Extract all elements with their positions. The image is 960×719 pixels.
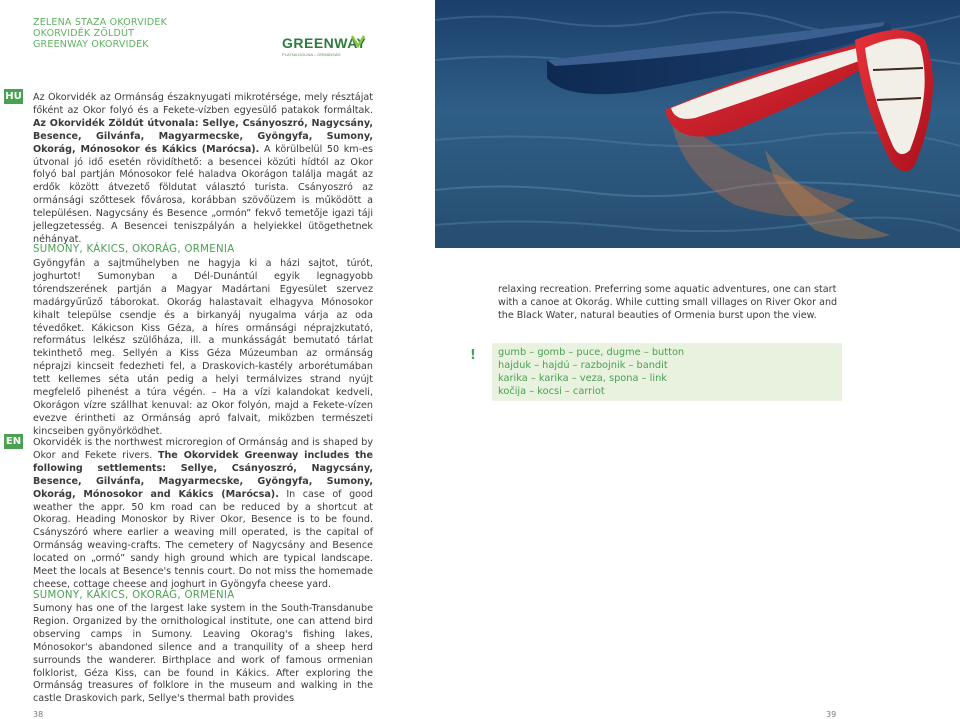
hu-route-settlements: Az Okorvidék Zöldút útvonala: Sellye, Csányoszró, Nagycsány, Besence, Gilvánfa, Magyarmecske, Gyöngyfa, Sumony, Okorág, Mónosokor és Kákics (Marócsa).: [33, 117, 373, 155]
en-section-paragraph: Sumony has one of the largest lake system in the South-Transdanube Region. Organized by the ornithological institute, one can attend bird observing camps in Sumony. Leaving Okorag's fishing lakes, Mónosokor's abandoned silence and a tranquility of a sheep herd surrounds the wanderer. Birthplace and work of famous ormenian folklorist, Géza Kiss, can be found in Kákics. After exploring the Ormánság treasures of folklore in the museum and walking in the castle Draskovich park, Sellye's thermal bath provides: [33, 603, 373, 705]
language-tag-en: EN: [5, 436, 22, 447]
page-number-left: 38: [33, 710, 44, 719]
canoes-photo: [435, 0, 960, 248]
hu-section-heading: SUMONY, KÁKICS, OKORÁG, ORMENIA: [33, 244, 235, 255]
logo-wordmark: GREENWAY: [282, 35, 367, 51]
glossary-item: gumb – gomb – puce, dugme – button: [498, 347, 685, 358]
en-continuation-paragraph: relaxing recreation. Preferring some aquatic adventures, one can start with a canoe at Okorág. While cutting small villages on River Okor and the Black Water, natural beauties of Ormenia burst upon the view.: [498, 284, 838, 321]
header-line-hungarian: OKORVIDÉK ZÖLDÚT: [33, 28, 135, 39]
running-header: [33, 17, 167, 50]
exclamation-icon: !: [470, 348, 476, 363]
glossary-item: hajduk – hajdú – razbojnik – bandit: [498, 359, 668, 371]
en-intro-paragraph: Okorvidék is the northwest microregion of Ormánság and is shaped by Okor and Fekete rivers. The Okorvidek Greenway includes the following settlements: Sellye, Csányoszró, Nagycsány, Besence, Gilvánfa, Magyarmecske, Gyöngyfa, Sumony, Okorág, Mónosokor and Kákics (Marócsa). In case of good weather the appr. 50 km road can be reduced by a shortcut at Okorag. Heading Monoskor by River Okor, Besence is to be found. Csányszóró where earlier a weaving mill operated, is the capital of Ormánság weaving-crafts. The cemetery of Nagycsány and Besence located on „ormó” sandy high ground which are typical landscape. Meet the locals at Besence's tennis court. Do not miss the homemade cheese, cottage cheese and joghurt in Gyöngyfa cheese yard.: [33, 437, 373, 590]
en-route-settlements: The Okorvidek Greenway includes the following settlements: Sellye, Csányoszró, Nagycsány, Besence, Gilvánfa, Magyarmecske, Gyöngyfa, Sumony, Okorág, Mónosokor and Kákics (Marócsa).: [33, 449, 373, 500]
glossary-list: [498, 347, 684, 399]
logo-tagline: PLATNA DOLINA – ORMÁNSÁG: [282, 52, 341, 57]
glossary-item: karika – karika – veza, spona – link: [498, 372, 667, 384]
hu-section-paragraph: Gyöngyfán a sajtműhelyben ne hagyja ki a házi sajtot, túrót, joghurtot! Sumonyban a Dél-Dunántúl egyik legnagyobb tórendszerének partján a Magyar Madártani Egyesület szervez madárgyűrűző táborokat. Okorág halastavait elhagyva Mónosokor kihalt települse csendje és a birkanyáj nyugalma várja az oda tévedőket. Kákicson Kiss Géza, a híres ormánsági néprajzkutató, református lelkész szülőháza, ill. a munkásságát bemutató tárlat tekinthető meg. Sellyén a Kiss Géza Múzeumban az ormánság néprajzi kincseit fedezheti fel, a Draskovich-kastély arborétumában tett kellemes séta után pedig a helyi termálvizes strand nyújt megfelelő pihenést a túra végén. – Ha a vízi kalandokat kedveli, Okorágon vízre szállhat kenuval: az Okor folyón, majd a Fekete-vízen evezve érintheti az Ormánság apró falvait, miközben természeti kincseiben gyönyörködhet.: [33, 258, 373, 437]
greenway-logo: [282, 34, 374, 62]
en-section-heading: SUMONY, KÁKICS, OKORÁG, ORMENIA: [33, 590, 235, 601]
glossary-item: kočija – kocsi – carriot: [498, 385, 605, 397]
language-tag-hu: HU: [5, 91, 22, 102]
page-number-right: 39: [826, 710, 837, 719]
header-line-english: GREENWAY OKORVIDEK: [33, 39, 149, 50]
header-line-croatian: ZELENA STAZA OKORVIDEK: [33, 17, 168, 28]
hu-intro-paragraph: Az Okorvidék az Ormánság északnyugati mikrotérsége, mely résztájat főként az Okor folyó és a Fekete-vízben egyesülő patakok formáltak. Az Okorvidék Zöldút útvonala: Sellye, Csányoszró, Nagycsány, Besence, Gilvánfa, Magyarmecske, Gyöngyfa, Sumony, Okorág, Mónosokor és Kákics (Marócsa). A körülbelül 50 km-es útvonal jó idő esetén rövidíthető: a besencei közúti hídtól az Okor folyó bal partján Mónosokor felé haladva Okorágon találja magát az erdők között átvezető földutat választó turista. Csányoszró az ormánsági szőttesek fővárosa, korábban szövőüzem is működött a településen. Nagycsány és Besence „ormón” fekvő temetője igazi táji jellegzetesség. A Besencei teniszpályán a helyiekkel ütögethetnek néhányat.: [33, 92, 373, 245]
